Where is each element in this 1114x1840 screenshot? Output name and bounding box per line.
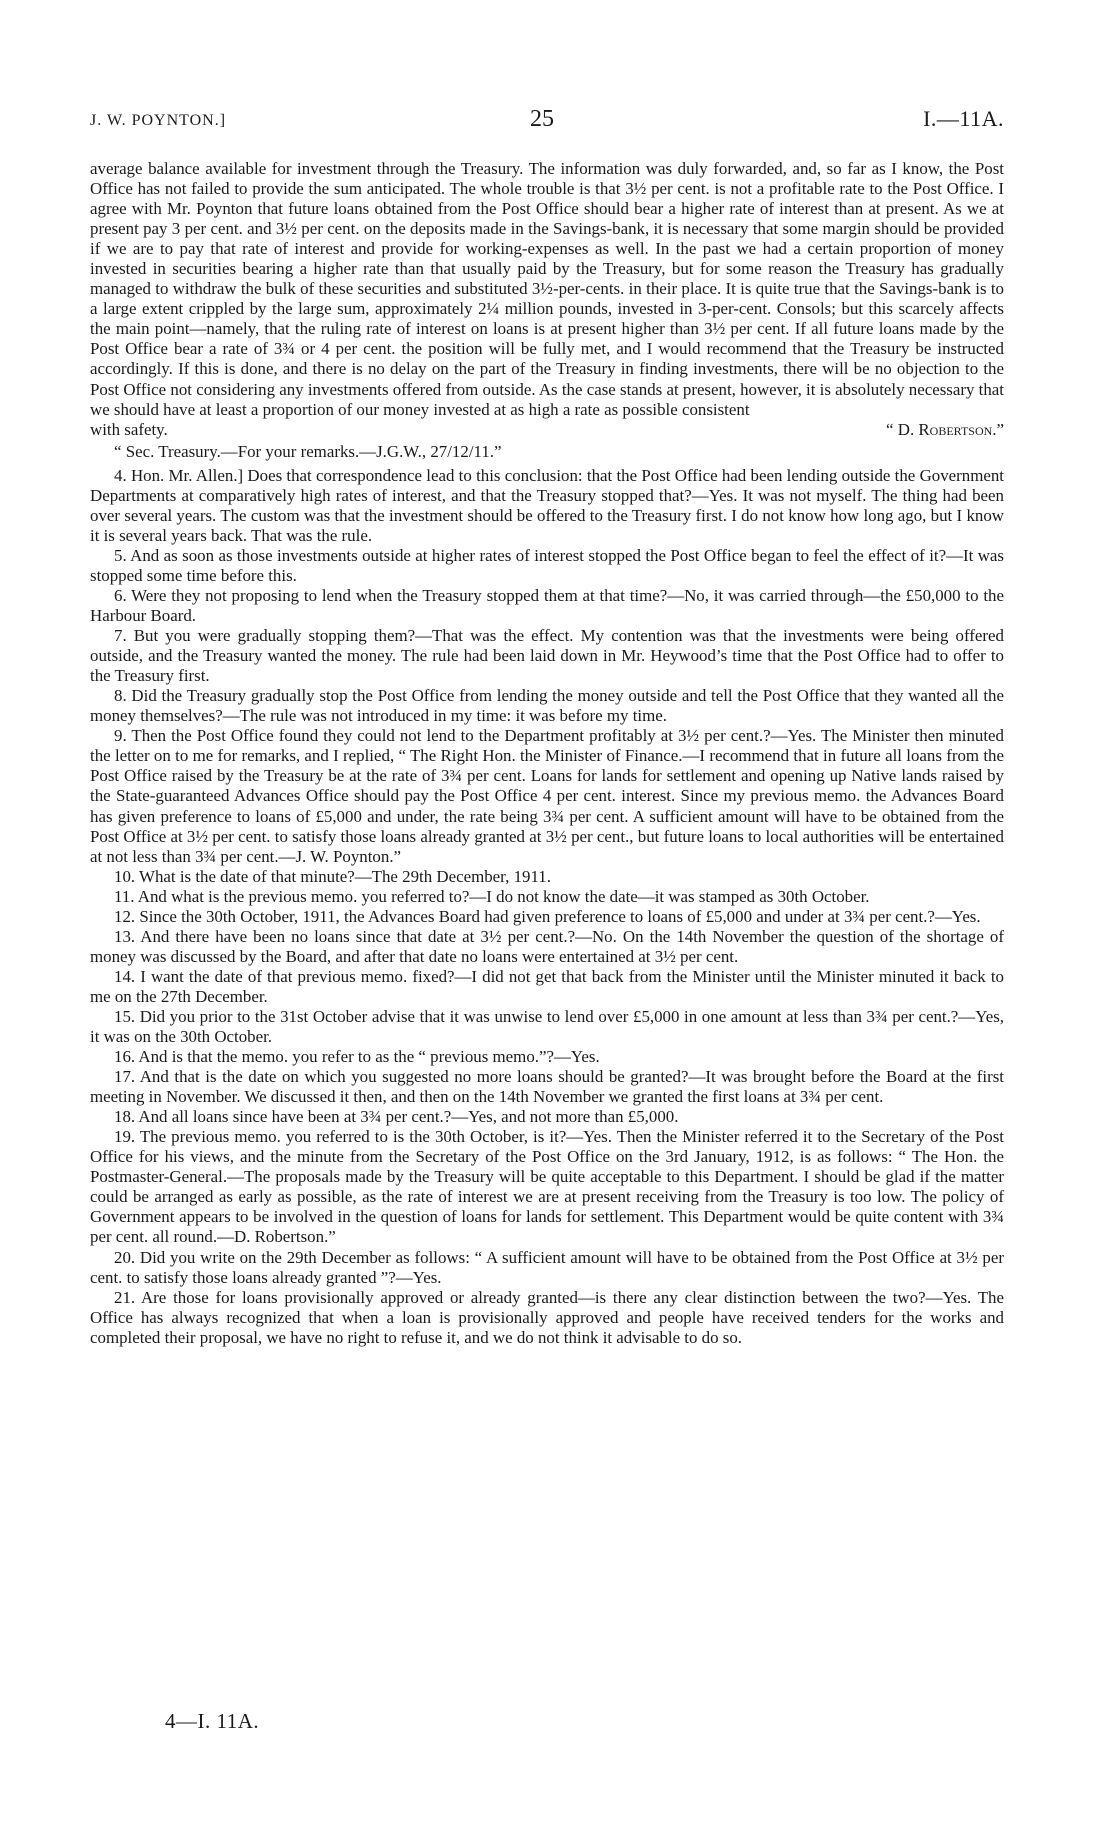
intro-paragraph: average balance available for investment through the Treasury. The information was duly forwarded, and, so far as I know, the Post Office has not failed to provide the sum anticipated. The whole trouble is that 3½ per cent. is not a profitable rate to the Post Office. I agree with Mr. Poynton that future loans obtained from the Post Office should bear a higher rate of interest than at present. As we at present pay 3 per cent. and 3½ per cent. on the deposits made in the Savings-bank, it is necessary that some margin should be provided if we are to pay that rate of interest and provide for working-expenses as well. In the past we had a certain proportion of money invested in securities bearing a higher rate than that usually paid by the Treasury, but for some reason the Treasury has gradually managed to withdraw the bulk of these securities and substituted 3½-per-cents. in their place. It is quite true that the Savings-bank is to a large extent crippled by the large sum, approximately 2¼ million pounds, invested in 3-per-cent. Consols; but this scarcely affects the main point—namely, that the ruling rate of interest on loans is at present higher than 3½ per cent. If all future loans made by the Post Office bear a rate of 3¾ or 4 per cent. the position will be fully met, and I would recommend that the Treasury be instructed accordingly. If this is done, and there is no delay on the part of the Treasury in finding investments, there will be no objection to the Post Office not considering any investments offered from outside. As the case stands at present, however, it is absolutely necessary that we should have at least a proportion of our money invested at as high a rate as possible consistent	[90, 159, 1004, 419]
question-11: 11. And what is the previous memo. you referred to?—I do not know the date—it was stamped as 30th October.	[114, 886, 870, 906]
signature-mark: 4—I. 11A.	[165, 1709, 260, 1733]
question-8: 8. Did the Treasury gradually stop the Post Office from lending the money outside and tell the Post Office that they wanted all the money themselves?—The rule was not introduced in my time: it was before my time.	[90, 686, 1004, 726]
page-body	[90, 159, 1004, 1348]
question-5: 5. And as soon as those investments outside at higher rates of interest stopped the Post Office began to feel the effect of it?—It was stopped some time before this.	[90, 545, 1004, 585]
question-17: 17. And that is the date on which you suggested no more loans should be granted?—It was brought before the Board at the first meeting in November. We discussed it then, and then on the 14th November we granted the first loans at 3¾ per cent.	[90, 1067, 1004, 1107]
witness-name: J. W. POYNTON.]	[90, 112, 227, 129]
question-7: 7. But you were gradually stopping them?—That was the effect. My contention was that the investments were being offered outside, and the Treasury wanted the money. The rule had been laid down in Mr. Heywood’s time that the Post Office had to offer to the Treasury first.	[90, 626, 1004, 686]
question-16: 16. And is that the memo. you refer to as the “ previous memo.”?—Yes.	[114, 1047, 600, 1067]
question-13: 13. And there have been no loans since that date at 3½ per cent.?—No. On the 14th November the question of the shortage of money was discussed by the Board, and after that date no loans were entertained at 3½ per cent.	[90, 926, 1004, 966]
page-number: 25	[530, 106, 554, 132]
paper-reference: I.—11A.	[923, 106, 1004, 131]
question-15: 15. Did you prior to the 31st October advise that it was unwise to lend over £5,000 in one amount at less than 3¾ per cent.?—Yes, it was on the 30th October.	[90, 1006, 1004, 1047]
signature: “ D. Robertson.”	[886, 419, 1004, 439]
intro-last-words: with safety.	[90, 419, 168, 439]
question-14: 14. I want the date of that previous memo. fixed?—I did not get that back from the Minister until the Minister minuted it back to me on the 27th December.	[90, 966, 1004, 1006]
minute-note: “ Sec. Treasury.—For your remarks.—J.G.W., 27/12/11.”	[114, 441, 502, 461]
question-10: 10. What is the date of that minute?—The 29th December, 1911.	[114, 866, 551, 886]
question-18: 18. And all loans since have been at 3¾ per cent.?—Yes, and not more than £5,000.	[114, 1107, 679, 1127]
question-19: 19. The previous memo. you referred to is the 30th October, is it?—Yes. Then the Minister referred it to the Secretary of the Post Office for his views, and the minute from the Secretary of the Post Office on the 3rd January, 1912, is as follows: “ The Hon. the Postmaster-General.—The proposals made by the Treasury will be quite acceptable to this Department. I should be glad if the matter could be arranged as early as possible, as the rate of interest we are at present receiving from the Treasury is too low. The policy of Government appears to be involved in the question of loans for lands for settlement. This Department would be quite content with 3¾ per cent. all round.—D. Robertson.”	[90, 1127, 1004, 1247]
question-6: 6. Were they not proposing to lend when the Treasury stopped them at that time?—No, it was carried through—the £50,000 to the Harbour Board.	[90, 585, 1004, 626]
question-21: 21. Are those for loans provisionally approved or already granted—is there any clear distinction between the two?—Yes. The Office has always recognized that when a loan is provisionally approved and people have received tenders for the works and completed their proposal, we have no right to refuse it, and we do not think it advisable to do so.	[90, 1287, 1004, 1347]
question-4: 4. Hon. Mr. Allen.] Does that correspondence lead to this conclusion: that the Post Office had been lending outside the Government Departments at comparatively high rates of interest, and that the Treasury stopped that?—Yes. It was not myself. The thing had been over several years. The custom was that the investment should be offered to the Treasury first. I do not know how long ago, but I know it is several years back. That was the rule.	[90, 465, 1004, 545]
question-12: 12. Since the 30th October, 1911, the Advances Board had given preference to loans of £5,000 and under at 3¾ per cent.?—Yes.	[114, 906, 981, 926]
intro-closing-line	[90, 420, 1004, 440]
question-20: 20. Did you write on the 29th December as follows: “ A sufficient amount will have to be obtained from the Post Office at 3½ per cent. to satisfy those loans already granted ”?—Yes.	[90, 1247, 1004, 1287]
page-header	[90, 106, 1004, 136]
question-9: 9. Then the Post Office found they could not lend to the Department profitably at 3½ per cent.?—Yes. The Minister then minuted the letter on to me for remarks, and I replied, “ The Right Hon. the Minister of Finance.—I recommend that in future all loans from the Post Office raised by the Treasury be at the rate of 3¾ per cent. Loans for lands for settlement and opening up Native lands raised by the State-guaranteed Advances Office should pay the Post Office 4 per cent. interest. Since my previous memo. the Advances Board has given preference to loans of £5,000 and under, the rate being 3¾ per cent. A sufficient amount will have to be obtained from the Post Office at 3½ per cent. to satisfy those loans already granted at 3½ per cent., but future loans to local authorities will be entertained at not less than 3¾ per cent.—J. W. Poynton.”	[90, 726, 1004, 866]
